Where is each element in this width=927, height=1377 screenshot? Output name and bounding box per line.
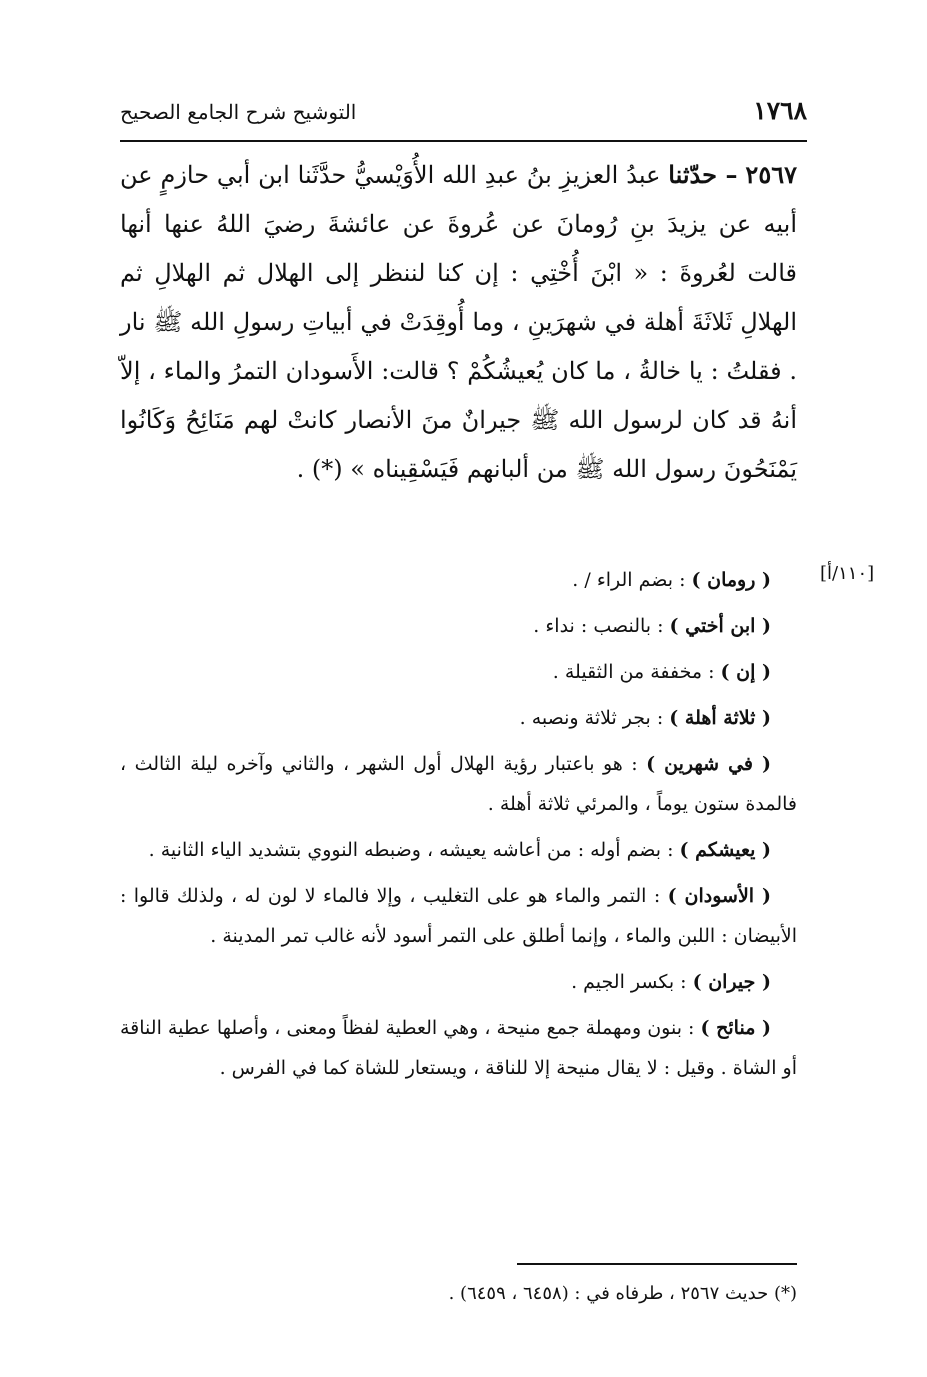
note-item bbox=[120, 560, 797, 600]
footnote: (*) حديث ٢٥٦٧ ، طرفاه في : (٦٤٥٨ ، ٦٤٥٩) . bbox=[448, 1283, 797, 1304]
note-text: : بضم الراء / . bbox=[572, 569, 692, 591]
note-item bbox=[120, 698, 797, 738]
note-item bbox=[120, 876, 797, 956]
commentary-notes bbox=[120, 560, 797, 1094]
hadith-number: ٢٥٦٧ bbox=[745, 160, 797, 189]
hadith-lead: – حدّثنا bbox=[668, 160, 738, 189]
note-term: ( الأسودان ) bbox=[667, 885, 771, 907]
note-text: : بضم أوله : من أعاشه يعيشه ، وضبطه النووي بتشديد الياء الثانية . bbox=[148, 839, 680, 861]
note-text: : بنون ومهملة جمع منيحة ، وهي العطية لفظاً ومعنى ، وأصلها عطية الناقة أو الشاة . وقيل : لا يقال منيحة إلا للناقة ، ويستعار للشاة كما في الفرس . bbox=[120, 1017, 797, 1079]
note-item bbox=[120, 652, 797, 692]
note-text: : هو باعتبار رؤية الهلال أول الشهر ، والثاني وآخره ليلة الثالث ، فالمدة ستون يوماً ، والمرئي ثلاثة أهلة . bbox=[120, 753, 797, 815]
note-term: ( ابن أختي ) bbox=[669, 615, 771, 637]
note-term: ( يعيشكم ) bbox=[679, 839, 771, 861]
hadith-text bbox=[120, 150, 797, 494]
note-term: ( إن ) bbox=[720, 661, 771, 683]
note-item bbox=[120, 1008, 797, 1088]
note-term: ( في شهرين ) bbox=[646, 753, 772, 775]
note-item bbox=[120, 830, 797, 870]
header-rule bbox=[120, 140, 807, 142]
note-item bbox=[120, 744, 797, 824]
note-item bbox=[120, 606, 797, 646]
note-text: : مخففة من الثقيلة . bbox=[552, 661, 721, 683]
note-term: ( ثلاثة أهلة ) bbox=[669, 707, 771, 729]
note-term: ( جيران ) bbox=[692, 971, 771, 993]
note-term: ( منائح ) bbox=[700, 1017, 771, 1039]
hadith-body: عبدُ العزيزِ بنُ عبدِ الله الأُوَيْسيُّ حدَّثَنا ابن أبي حازمٍ عن أبيه عن يزيدَ بنِ رُومانَ عن عُروةَ عن عائشةَ رضيَ اللهُ عنها أنها قالت لعُروةَ : « ابْنَ أُخْتِي : إن كنا لننظر إلى الهلال ثم الهلالِ ثم الهلالِ ثَلاثَةَ أهلة في شهرَينِ ، وما أُوقِدَتْ في أبياتِ رسولِ الله ﷺ نار . فقلتُ : يا خالةُ ، ما كان يُعيشُكُمْ ؟ قالت: الأَسودان التمرُ والماء ، إلاّ أنهُ قد كان لرسول الله ﷺ جيرانٌ منَ الأنصار كانتْ لهم مَنَائِحُ وَكَانُوا يَمْنَحُونَ رسول الله ﷺ من ألبانهم فَيَسْقِيناه » (*) . bbox=[120, 161, 797, 483]
book-title: التوشيح شرح الجامع الصحيح bbox=[120, 100, 357, 124]
margin-reference: [١١٠/أ] bbox=[820, 563, 875, 584]
note-term: ( رومان ) bbox=[691, 569, 771, 591]
running-head bbox=[120, 96, 807, 136]
footnote-rule bbox=[517, 1263, 797, 1265]
note-text: : بكسر الجيم . bbox=[571, 971, 693, 993]
note-text: : التمر والماء هو على التغليب ، وإلا فالماء لا لون له ، ولذلك قالوا : الأبيضان : اللبن والماء ، وإنما أطلق على التمر أسود لأنه غالب تمر المدينة . bbox=[120, 885, 797, 947]
note-text: : بجر ثلاثة ونصبه . bbox=[519, 707, 670, 729]
note-item bbox=[120, 962, 797, 1002]
page-number: ١٧٦٨ bbox=[753, 96, 807, 125]
note-text: : بالنصب : نداء . bbox=[533, 615, 670, 637]
